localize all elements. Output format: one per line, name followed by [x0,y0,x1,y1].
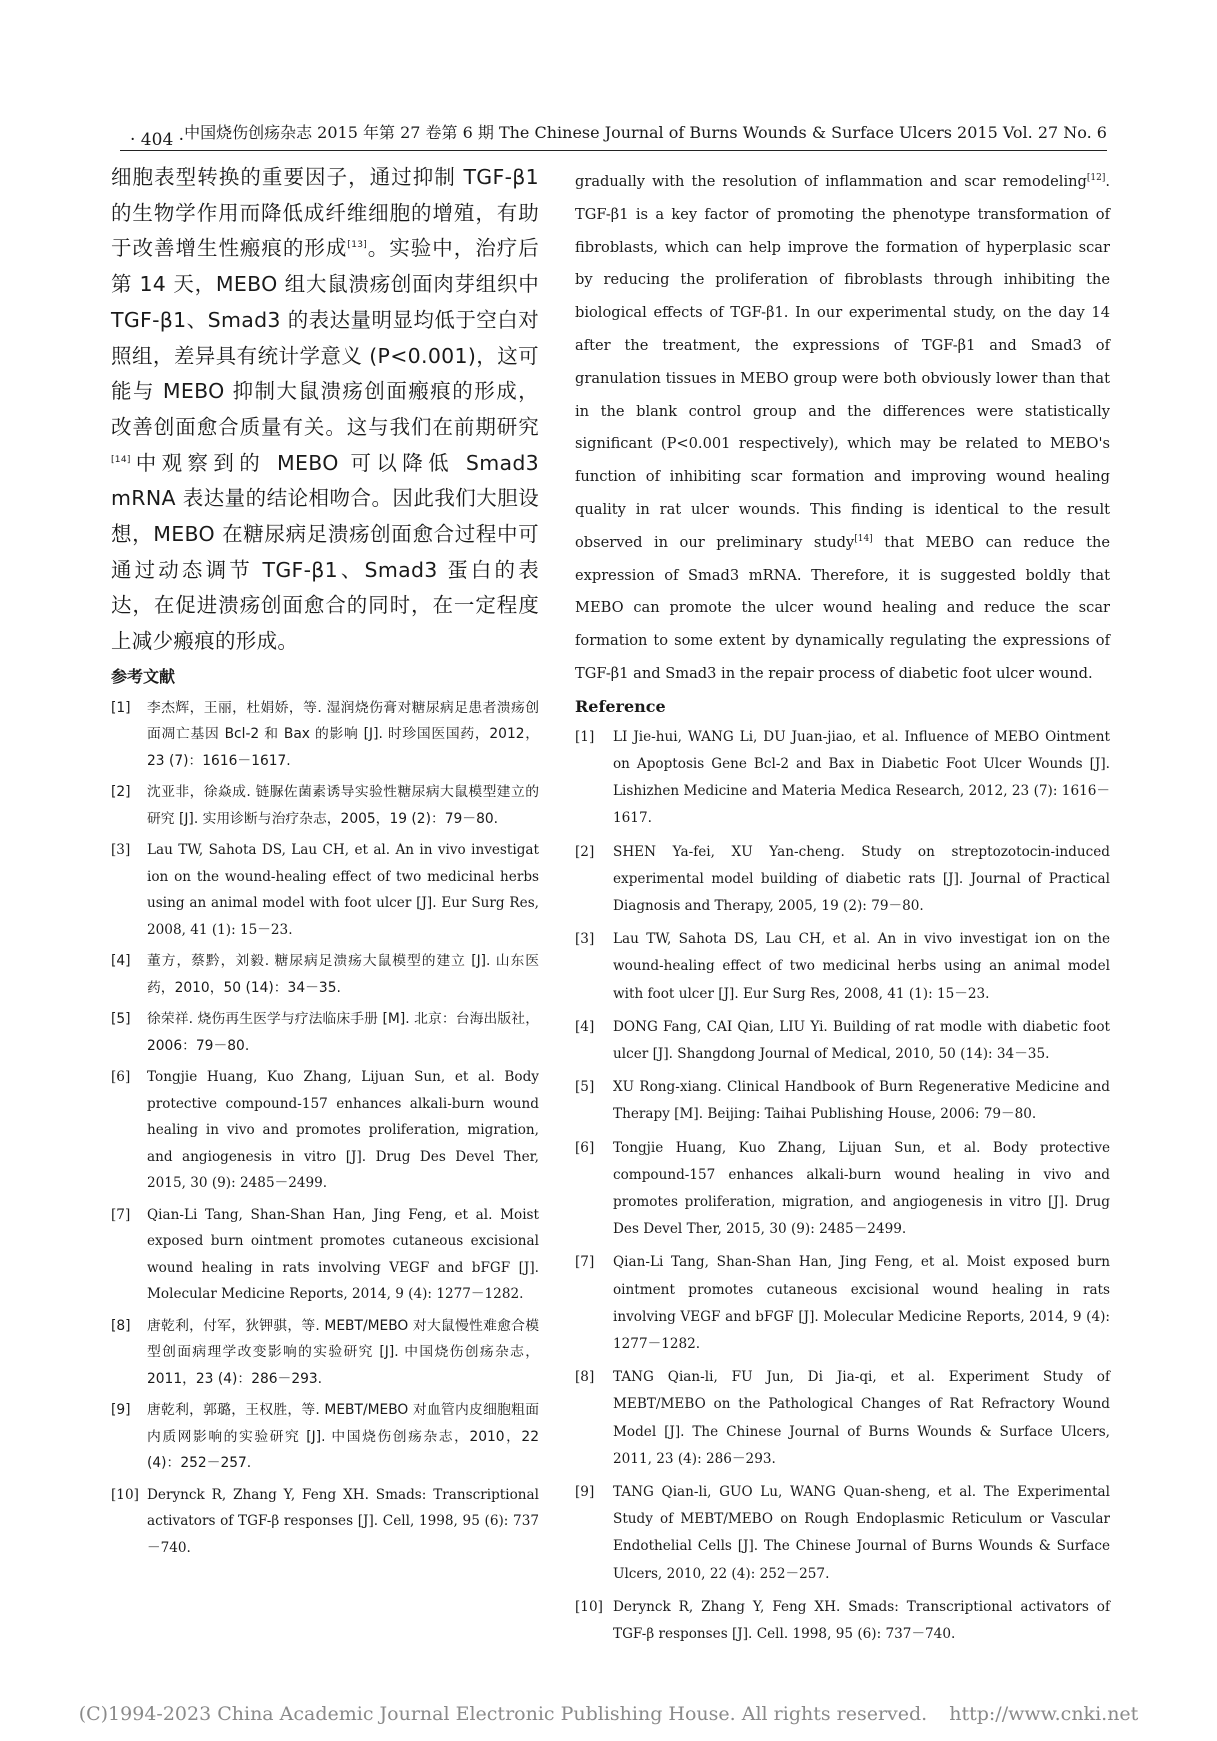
reference-number: [3] [111,842,131,859]
reference-text: Qian-Li Tang, Shan-Shan Han, Jing Feng, et al. Moist exposed burn ointment promotes cutaneous excisional wound healing in rats involving VEGF and bFGF [J]. Molecular Medicine Reports, 2014, 9 (4): 1277－1282. [147,1206,539,1303]
citation-mark: [13] [347,240,368,251]
citation-mark: [14] [111,454,131,465]
reference-item [111,1064,539,1197]
reference-text: 徐荣祥. 烧伤再生医学与疗法临床手册 [M]. 北京：台海出版社，2006：79－80. [147,1011,539,1054]
reference-item [575,839,1110,921]
reference-item [111,948,539,1001]
reference-number: [1] [575,728,595,745]
reference-text: 董方，蔡黔，刘毅. 糖尿病足溃疡大鼠模型的建立 [J]. 山东医药，2010，50 (14)：34－35. [147,953,539,996]
reference-text: Qian-Li Tang, Shan-Shan Han, Jing Feng, et al. Moist exposed burn ointment promotes cutaneous excisional wound healing in rats involving VEGF and bFGF [J]. Molecular Medicine Reports, 2014, 9 (4): 1277－1282. [613,1254,1110,1353]
reference-item [575,1074,1110,1128]
reference-text: Derynck R, Zhang Y, Feng XH. Smads: Transcriptional activators of TGF-β responses [J]. Cell. 1998, 95 (6): 737－740. [613,1598,1110,1643]
reference-text: 唐乾利，付军，狄钾骐，等. MEBT/MEBO 对大鼠慢性难愈合模型创面病理学改变影响的实验研究 [J]. 中国烧伤创疡杂志，2011，23 (4)：286－293. [147,1317,539,1387]
page-header [120,114,1107,151]
footer-url[interactable]: http://www.cnki.net [949,1703,1139,1725]
reference-item [575,1364,1110,1473]
reference-item [575,926,1110,1008]
reference-text: 唐乾利，郭璐，王权胜，等. MEBT/MEBO 对血管内皮细胞粗面内质网影响的实验研究 [J]. 中国烧伤创疡杂志，2010，22 (4)：252－257. [147,1402,539,1472]
body-text: gradually with the resolution of inflammation and scar remodeling [575,173,1087,190]
page-number: · 404 · [130,130,185,150]
reference-number: [7] [575,1254,595,1271]
body-text: . TGF-β1 is a key factor of promoting the phenotype transformation of fibroblasts, which can help improve the formation of hyperplasic scar by reducing the proliferation of fibroblasts through inhibiting the biological effects of TGF-β1. In our experimental study, on the day 14 after the treatment, the expressions of TGF-β1 and Smad3 of granulation tissues in MEBO group were both obviously lower than that in the blank control group and the differences were statistically significant (P<0.001 respectively), which may be related to MEBO's function of inhibiting scar formation and improving wound healing quality in rat ulcer wounds. This finding is identical to the result observed in our preliminary study [575,173,1110,551]
english-body-paragraph [575,166,1110,691]
reference-item [111,1482,539,1562]
reference-number: [8] [111,1317,131,1334]
reference-number: [5] [575,1079,595,1096]
reference-number: [10] [575,1598,603,1615]
left-column [111,160,539,1566]
reference-list-en [575,724,1110,1649]
reference-item [111,1202,539,1308]
reference-text: 沈亚非，徐焱成. 链脲佐菌素诱导实验性糖尿病大鼠模型建立的研究 [J]. 实用诊断与治疗杂志，2005，19 (2)：79－80. [147,784,539,827]
reference-item [575,1249,1110,1358]
reference-text: LI Jie-hui, WANG Li, DU Juan-jiao, et al. Influence of MEBO Ointment on Apoptosis Gene Bcl-2 and Bax in Diabetic Foot Ulcer Wounds [J]. Lishizhen Medicine and Materia Medica Research, 2012, 23 (7): 1616－1617. [613,728,1110,827]
running-title: 中国烧伤创疡杂志 2015 年第 27 卷第 6 期 The Chinese Journal of Burns Wounds & Surface Ulcers 2015 Vol. 27 No. 6 [184,123,1107,142]
reference-item [111,695,539,775]
reference-list-zh [111,695,539,1562]
copyright-text: (C)1994-2023 China Academic Journal Electronic Publishing House. All rights reserved. [78,1703,928,1725]
body-text: 细胞表型转换的重要因子，通过抑制 TGF-β1 的生物学作用而降低成纤维细胞的增殖，有助于改善增生性瘢痕的形成 [111,165,539,261]
citation-mark: [14] [854,533,873,544]
reference-text: Tongjie Huang, Kuo Zhang, Lijuan Sun, et al. Body protective compound-157 enhances alkali-burn wound healing in vivo and promotes proliferation, migration, and angiogenesis in vitro [J]. Drug Des Devel Ther, 2015, 30 (9): 2485－2499. [147,1069,539,1192]
reference-number: [4] [575,1018,595,1035]
body-text: that MEBO can reduce the expression of Smad3 mRNA. Therefore, it is suggested boldly that MEBO can promote the ulcer wound healing and reduce the scar formation to some extent by dynamically regulating the expressions of TGF-β1 and Smad3 in the repair process of diabetic foot ulcer wound. [575,533,1110,682]
reference-number: [3] [575,931,595,948]
right-column [575,160,1110,1654]
references-heading-en: Reference [575,696,666,716]
citation-mark: [12] [1086,173,1106,184]
reference-text: TANG Qian-li, GUO Lu, WANG Quan-sheng, et al. The Experimental Study of MEBT/MEBO on Rough Endoplasmic Reticulum or Vascular Endothelial Cells [J]. The Chinese Journal of Burns Wounds & Surface Ulcers, 2010, 22 (4): 252－257. [613,1484,1110,1582]
reference-number: [9] [111,1402,131,1419]
reference-number: [4] [111,953,131,970]
reference-item [111,1313,539,1393]
reference-text: DONG Fang, CAI Qian, LIU Yi. Building of rat modle with diabetic foot ulcer [J]. Shangdong Journal of Medical, 2010, 50 (14): 34－35. [613,1018,1110,1062]
reference-item [111,779,539,832]
reference-number: [2] [575,843,595,860]
reference-item [575,1479,1110,1588]
reference-text: 李杰辉，王丽，杜娟娇，等. 湿润烧伤膏对糖尿病足患者溃疡创面凋亡基因 Bcl-2 和 Bax 的影响 [J]. 时珍国医国药，2012，23 (7)：1616－1617. [147,699,539,769]
reference-number: [7] [111,1206,131,1223]
reference-item [111,837,539,943]
reference-text: XU Rong-xiang. Clinical Handbook of Burn Regenerative Medicine and Therapy [M]. Beijing: Taihai Publishing House, 2006: 79－80. [613,1079,1110,1123]
reference-text: Tongjie Huang, Kuo Zhang, Lijuan Sun, et al. Body protective compound-157 enhances alkali-burn wound healing in vivo and promotes proliferation, migration, and angiogenesis in vitro [J]. Drug Des Devel Ther, 2015, 30 (9): 2485－2499. [613,1139,1110,1238]
copyright-footer [0,1703,1217,1725]
reference-text: TANG Qian-li, FU Jun, Di Jia-qi, et al. Experiment Study of MEBT/MEBO on the Pathological Changes of Rat Refractory Wound Model [J]. The Chinese Journal of Burns Wounds & Surface Ulcers, 2011, 23 (4): 286－293. [613,1369,1110,1467]
reference-item [111,1397,539,1477]
reference-number: [1] [111,699,131,716]
reference-number: [6] [111,1069,131,1086]
reference-item [575,1135,1110,1244]
reference-item [575,1014,1110,1068]
reference-number: [9] [575,1484,595,1501]
reference-item [575,1594,1110,1648]
reference-text: SHEN Ya-fei, XU Yan-cheng. Study on streptozotocin-induced experimental model building of diabetic rats [J]. Journal of Practical Diagnosis and Therapy, 2005, 19 (2): 79－80. [613,843,1110,914]
reference-text: Lau TW, Sahota DS, Lau CH, et al. An in vivo investigat ion on the wound-healing effect of two medicinal herbs using an animal model with foot ulcer [J]. Eur Surg Res, 2008, 41 (1): 15－23. [613,931,1110,1002]
reference-number: [6] [575,1139,595,1156]
reference-item [111,1006,539,1059]
reference-text: Lau TW, Sahota DS, Lau CH, et al. An in vivo investigat ion on the wound-healing effect of two medicinal herbs using an animal model with foot ulcer [J]. Eur Surg Res, 2008, 41 (1): 15－23. [147,842,539,938]
chinese-body-paragraph [111,160,539,660]
body-text: 。实验中，治疗后第 14 天，MEBO 组大鼠溃疡创面肉芽组织中 TGF-β1、Smad3 的表达量明显均低于空白对照组，差异具有统计学意义 (P<0.001)，这可能与 MEBO 抑制大鼠溃疡创面瘢痕的形成，改善创面愈合质量有关。这与我们在前期研究 [111,236,539,439]
body-text: 中观察到的 MEBO 可以降低 Smad3 mRNA 表达量的结论相吻合。因此我们大胆设想，MEBO 在糖尿病足溃疡创面愈合过程中可通过动态调节 TGF-β1、Smad3 蛋白的表达，在促进溃疡创面愈合的同时，在一定程度上减少瘢痕的形成。 [111,450,539,654]
reference-text: Derynck R, Zhang Y, Feng XH. Smads: Transcriptional activators of TGF-β responses [J]. Cell, 1998, 95 (6): 737－740. [147,1486,539,1556]
reference-number: [5] [111,1011,131,1028]
references-heading-zh: 参考文献 [111,666,176,686]
reference-item [575,724,1110,833]
reference-number: [8] [575,1369,595,1386]
reference-number: [10] [111,1486,139,1503]
reference-number: [2] [111,784,131,801]
